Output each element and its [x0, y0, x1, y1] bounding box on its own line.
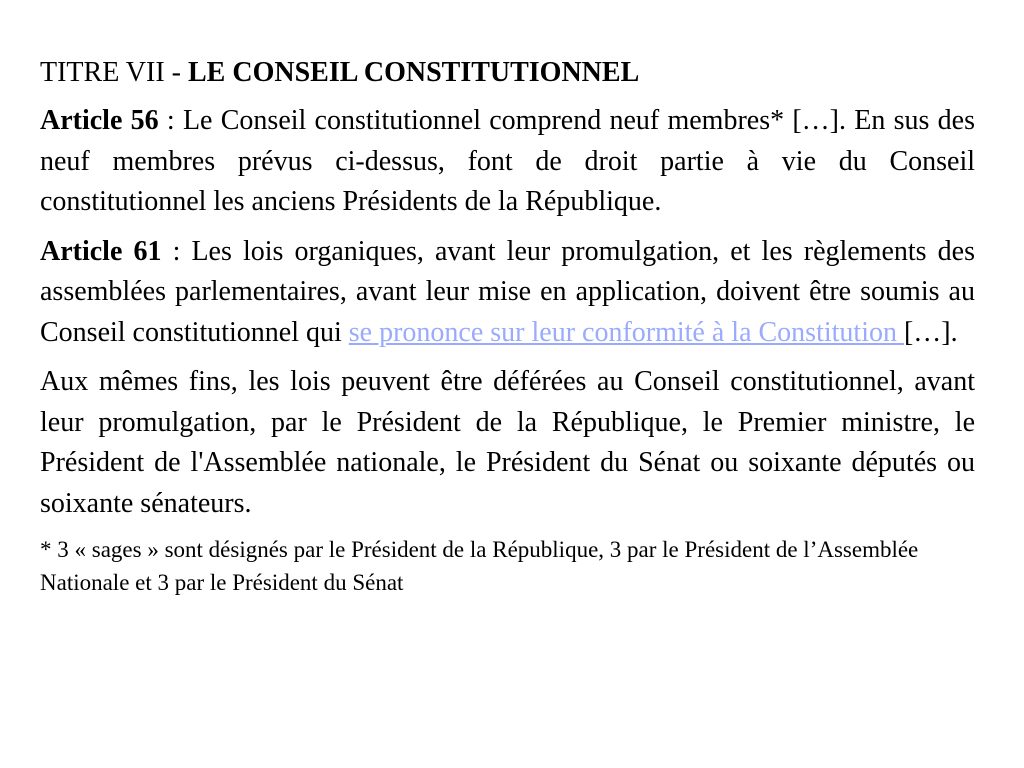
footnote: * 3 « sages » sont désignés par le Président de la République, 3 par le Président de l’Assemblée Nationale et 3 par le Président du Sénat	[40, 537, 919, 595]
slide-content	[40, 55, 975, 599]
article-56-paragraph	[40, 101, 975, 223]
slide-title	[40, 55, 975, 91]
article-56-text: : Le Conseil constitutionnel comprend neuf membres* […]. En sus des neuf membres prévus ci-dessus, font de droit partie à vie du Conseil constitutionnel les anciens Présidents de la République.	[40, 105, 976, 217]
article-56-label: Article 56	[40, 105, 159, 136]
referral-paragraph: Aux mêmes fins, les lois peuvent être déférées au Conseil constitutionnel, avant leur promulgation, par le Président de la République, le Premier ministre, le Président de l'Assemblée nationale, le Président du Sénat ou soixante députés ou soixante sénateurs.	[40, 366, 975, 519]
article-61-paragraph	[40, 232, 975, 354]
article-61-text-after: […].	[903, 316, 958, 348]
title-prefix: TITRE VII -	[40, 57, 188, 88]
article-61-label: Article 61	[40, 235, 162, 267]
article-61-text-before: : Les lois organiques, avant leur promulgation, et les règlements des assemblées parlementaires, avant leur mise en application, doivent être soumis au Conseil constitutionnel qui	[40, 235, 975, 348]
title-main: LE CONSEIL CONSTITUTIONNEL	[188, 57, 640, 88]
conformity-link[interactable]: se prononce sur leur conformité à la Constitution	[348, 316, 904, 348]
